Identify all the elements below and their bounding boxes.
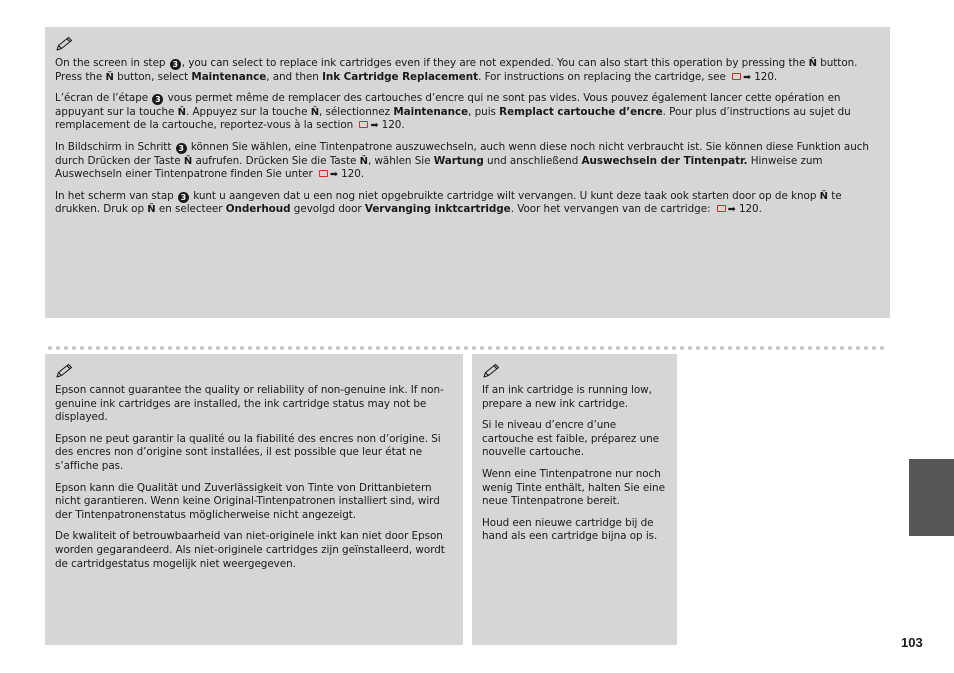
separator-dot xyxy=(744,346,748,350)
separator-dot xyxy=(544,346,548,350)
note-panel-genuine-ink xyxy=(45,354,463,645)
separator-dot xyxy=(584,346,588,350)
separator-dot xyxy=(608,346,612,350)
separator-dot xyxy=(504,346,508,350)
setup-button-icon: Ň xyxy=(819,190,828,202)
separator-dot xyxy=(296,346,300,350)
note-text-en: If an ink cartridge is running low, prepare a new ink cartridge. xyxy=(482,384,652,410)
separator-dot xyxy=(512,346,516,350)
separator-dot xyxy=(272,346,276,350)
separator-dot xyxy=(720,346,724,350)
separator-dot xyxy=(328,346,332,350)
right-arrow-icon: ➡ xyxy=(743,71,751,83)
separator-dot xyxy=(776,346,780,350)
setup-button-icon: Ň xyxy=(105,71,114,83)
right-arrow-icon: ➡ xyxy=(329,169,338,181)
separator-dot xyxy=(232,346,236,350)
separator-dot xyxy=(168,346,172,350)
separator-dot xyxy=(224,346,228,350)
separator-dot xyxy=(696,346,700,350)
separator-dot xyxy=(872,346,876,350)
separator-dot xyxy=(120,346,124,350)
separator-dot xyxy=(600,346,604,350)
note-text-fr: Epson ne peut garantir la qualité ou la fiabilité des encres non d’origine. Si des encres non d’origine sont installées, il est possible que leur état ne s’affiche pas. xyxy=(55,432,441,472)
separator-dot xyxy=(248,346,252,350)
note-text-en: Epson cannot guarantee the quality or reliability of non-genuine ink. If non-genuine ink cartridges are installed, the ink cartridge status may not be displayed. xyxy=(55,384,444,424)
separator-dot xyxy=(808,346,812,350)
page-number: 103 xyxy=(901,635,923,650)
separator-dot xyxy=(264,346,268,350)
separator-dot xyxy=(648,346,652,350)
separator-dot xyxy=(256,346,260,350)
separator-dot xyxy=(56,346,60,350)
separator-dot xyxy=(616,346,620,350)
separator-dot xyxy=(416,346,420,350)
setup-button-icon: Ň xyxy=(147,204,156,216)
separator-dot xyxy=(704,346,708,350)
separator-dot xyxy=(832,346,836,350)
separator-dot xyxy=(376,346,380,350)
separator-dot xyxy=(552,346,556,350)
setup-button-icon: Ň xyxy=(183,155,193,167)
separator-dot xyxy=(112,346,116,350)
separator-dot xyxy=(816,346,820,350)
separator-dot xyxy=(560,346,564,350)
separator-dot xyxy=(128,346,132,350)
separator-dot xyxy=(480,346,484,350)
separator-dot xyxy=(304,346,308,350)
separator-dot xyxy=(144,346,148,350)
setup-button-icon: Ň xyxy=(808,58,817,69)
separator-dot xyxy=(320,346,324,350)
note-text-de: Epson kann die Qualität und Zuverlässigkeit von Tinte von Drittanbietern nicht garantieren. Wenn keine Original-Tintenpatronen installiert sind, wird der Tintenpatronenstatus möglicherweise nicht angezeigt. xyxy=(55,481,440,521)
separator-dot xyxy=(352,346,356,350)
separator-dot xyxy=(856,346,860,350)
right-arrow-icon: ➡ xyxy=(370,120,379,132)
setup-button-icon: Ň xyxy=(310,106,320,118)
separator-dot xyxy=(200,346,204,350)
separator-dot xyxy=(680,346,684,350)
step-number-icon: 3 xyxy=(176,143,187,154)
pencil-note-icon xyxy=(55,36,75,52)
separator-dot xyxy=(848,346,852,350)
setup-button-icon: Ň xyxy=(359,155,368,167)
separator-dot xyxy=(160,346,164,350)
separator-dot xyxy=(400,346,404,350)
note-text-nl: Houd een nieuwe cartridge bij de hand als een cartridge bijna op is. xyxy=(482,516,658,543)
separator-dot xyxy=(800,346,804,350)
separator-dot xyxy=(424,346,428,350)
separator-dot xyxy=(192,346,196,350)
page-reference: 120. xyxy=(754,70,778,83)
page-reference: 120. xyxy=(341,168,365,181)
separator-dot xyxy=(728,346,732,350)
step-number-icon: 3 xyxy=(178,192,189,203)
separator-dot xyxy=(336,346,340,350)
reference-book-icon xyxy=(319,170,328,177)
pencil-note-icon xyxy=(55,363,75,379)
separator-dot xyxy=(184,346,188,350)
separator-dot xyxy=(792,346,796,350)
separator-dot xyxy=(208,346,212,350)
dotted-separator xyxy=(48,335,893,341)
separator-dot xyxy=(88,346,92,350)
separator-dot xyxy=(456,346,460,350)
note-text-fr: Si le niveau d’encre d’une cartouche est faible, préparez une nouvelle cartouche. xyxy=(482,419,659,459)
separator-dot xyxy=(136,346,140,350)
separator-dot xyxy=(408,346,412,350)
separator-dot xyxy=(48,346,52,350)
separator-dot xyxy=(640,346,644,350)
note-text-en: On the screen in step 3 , you can select to replace ink cartridges even if they are not expended. You can also start this operation by pressing the Ň button. Press the Ň button, select Maintenance, and then Ink Cartridge Replacement. For instructions on replacing the cartridge, see ➡ 120. xyxy=(55,57,858,83)
separator-dot xyxy=(520,346,524,350)
separator-dot xyxy=(576,346,580,350)
separator-dot xyxy=(216,346,220,350)
page-reference: 120. xyxy=(738,203,762,216)
note-text-nl: De kwaliteit of betrouwbaarheid van niet-originele inkt kan niet door Epson worden gegarandeerd. Als niet-originele cartridges zijn geïnstalleerd, wordt de cartridgestatus mogelijk niet weergegeven. xyxy=(55,530,445,570)
separator-dot xyxy=(176,346,180,350)
note-text-de: Wenn eine Tintenpatrone nur noch wenig Tinte enthält, halten Sie eine neue Tintenpatrone bereit. xyxy=(482,467,665,508)
separator-dot xyxy=(368,346,372,350)
note-text-nl: In het scherm van stap 3 kunt u aangeven dat u een nog niet opgebruikte cartridge wilt vervangen. U kunt deze taak ook starten door op de knop Ň te drukken. Druk op Ň en selecteer Onderhoud gevolgd door Vervanging inktcartridge. Voor het vervangen van de cartridge: ➡ 120. xyxy=(55,189,842,216)
note-panel-low-ink xyxy=(472,354,677,645)
separator-dot xyxy=(784,346,788,350)
separator-dot xyxy=(568,346,572,350)
separator-dot xyxy=(80,346,84,350)
separator-dot xyxy=(64,346,68,350)
separator-dot xyxy=(488,346,492,350)
separator-dot xyxy=(280,346,284,350)
separator-dot xyxy=(312,346,316,350)
separator-dot xyxy=(632,346,636,350)
separator-dot xyxy=(104,346,108,350)
reference-book-icon xyxy=(359,121,368,128)
separator-dot xyxy=(864,346,868,350)
step-number-icon: 3 xyxy=(152,94,163,105)
separator-dot xyxy=(360,346,364,350)
separator-dot xyxy=(624,346,628,350)
separator-dot xyxy=(736,346,740,350)
reference-book-icon xyxy=(717,205,726,212)
separator-dot xyxy=(344,346,348,350)
note-text-fr: L’écran de l’étape 3 vous permet même de remplacer des cartouches d’encre qui ne sont pas vides. Vous pouvez également lancer cette opération en appuyant sur la touche Ň. Appuyez sur la touche Ň, sélectionnez Maintenance, puis Remplact cartouche d’encre. Pour plus d’instructions au sujet du remplacement de la cartouche, reportez-vous à la section ➡ 120. xyxy=(55,92,851,132)
separator-dot xyxy=(840,346,844,350)
separator-dot xyxy=(688,346,692,350)
separator-dot xyxy=(96,346,100,350)
separator-dot xyxy=(240,346,244,350)
chapter-side-tab xyxy=(909,459,954,536)
separator-dot xyxy=(712,346,716,350)
right-arrow-icon: ➡ xyxy=(727,204,736,216)
reference-book-icon xyxy=(732,73,741,80)
separator-dot xyxy=(288,346,292,350)
setup-button-icon: Ň xyxy=(177,106,186,118)
step-number-icon: 3 xyxy=(170,59,181,70)
separator-dot xyxy=(536,346,540,350)
separator-dot xyxy=(528,346,532,350)
note-text-de: In Bildschirm in Schritt 3 können Sie wählen, eine Tintenpatrone auszuwechseln, auch wenn diese noch nicht verbraucht ist. Sie können diese Funktion auch durch Drücken der Taste Ň aufrufen. Drücken Sie die Taste Ň, wählen Sie Wartung und anschließend Auswechseln der Tintenpatr. Hinweise zum Auswechseln einer Tintenpatrone finden Sie unter ➡ 120. xyxy=(55,140,869,181)
separator-dot xyxy=(824,346,828,350)
separator-dot xyxy=(384,346,388,350)
page-reference: 120. xyxy=(381,119,405,132)
separator-dot xyxy=(496,346,500,350)
separator-dot xyxy=(432,346,436,350)
separator-dot xyxy=(472,346,476,350)
separator-dot xyxy=(592,346,596,350)
separator-dot xyxy=(72,346,76,350)
separator-dot xyxy=(152,346,156,350)
separator-dot xyxy=(768,346,772,350)
separator-dot xyxy=(464,346,468,350)
separator-dot xyxy=(760,346,764,350)
separator-dot xyxy=(880,346,884,350)
separator-dot xyxy=(392,346,396,350)
pencil-note-icon xyxy=(482,363,502,379)
note-panel-top xyxy=(45,27,890,318)
separator-dot xyxy=(448,346,452,350)
separator-dot xyxy=(752,346,756,350)
separator-dot xyxy=(672,346,676,350)
separator-dot xyxy=(664,346,668,350)
separator-dot xyxy=(656,346,660,350)
separator-dot xyxy=(440,346,444,350)
